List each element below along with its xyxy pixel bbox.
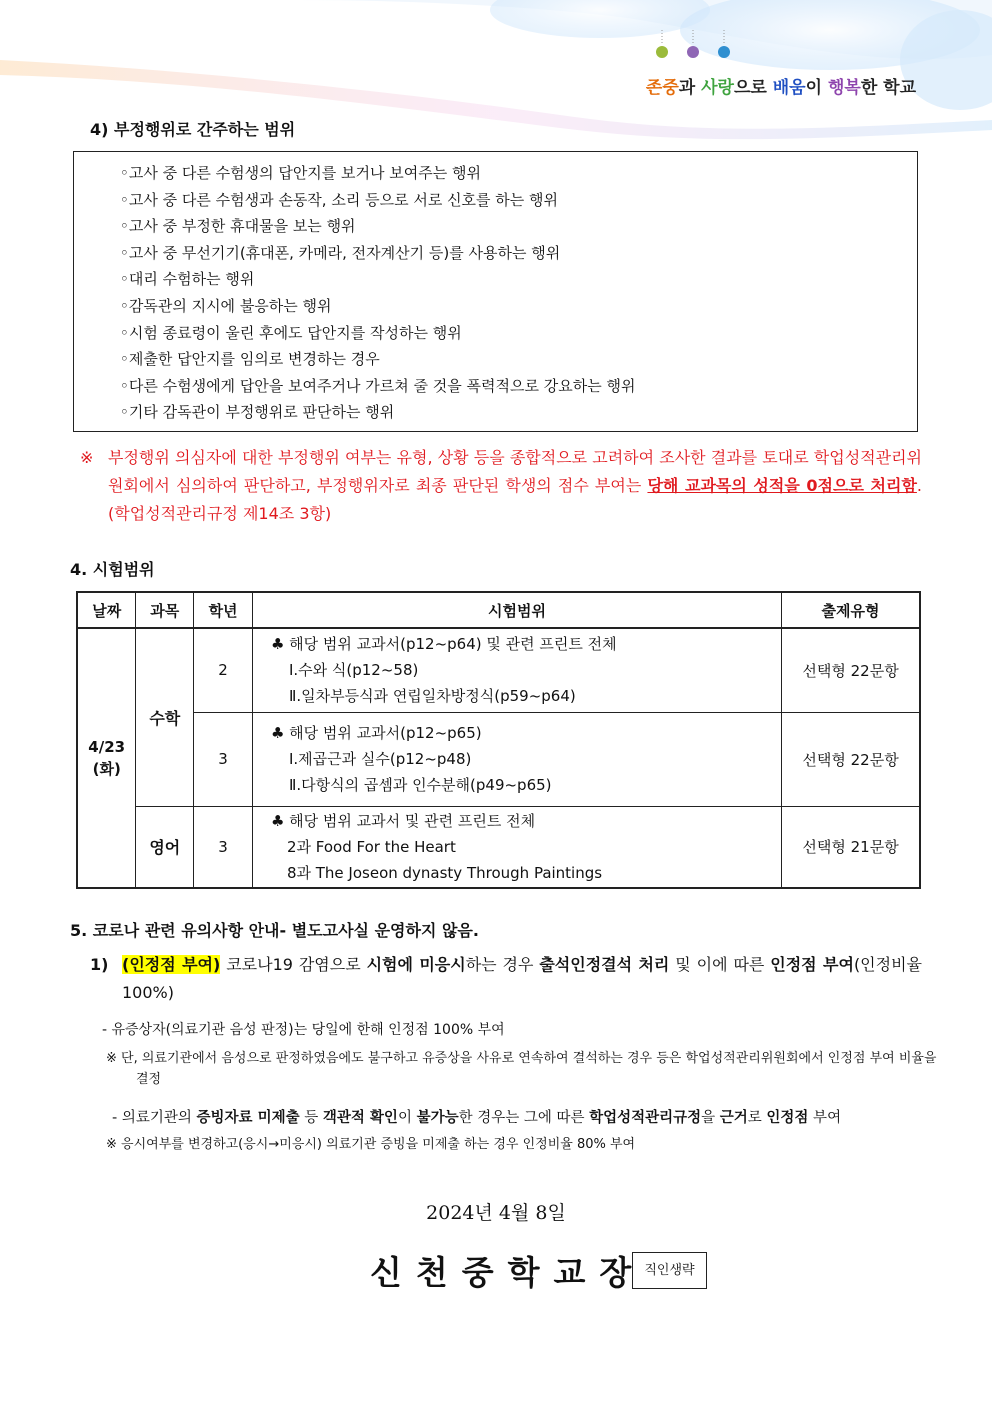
exam-range-title: 4. 시험범위	[70, 560, 155, 579]
misconduct-note	[80, 444, 922, 528]
type-cell: 선택형 22문항	[782, 628, 920, 712]
range-line: 2과 Food For the Heart	[286, 837, 456, 856]
misconduct-title: 4) 부정행위로 간주하는 범위	[90, 120, 296, 139]
range-cell	[252, 628, 781, 712]
list-item: ◦제출한 답안지를 임의로 변경하는 경우	[120, 350, 380, 369]
motto-part: 한 학교	[860, 78, 916, 98]
list-item: ◦고사 중 무선기기(휴대폰, 카메라, 전자계산기 등)를 사용하는 행위	[120, 243, 561, 262]
table-row	[77, 628, 920, 712]
item-bold: 학업성적관리규정	[589, 1110, 702, 1126]
highlight-label: (인정점 부여)	[122, 955, 221, 974]
motto-part: 으로	[733, 78, 773, 98]
motto-part: 사랑	[701, 78, 734, 98]
item-text: 로	[747, 1110, 767, 1126]
document-date: 2024년 4월 8일	[426, 1202, 566, 1224]
list-item: ◦다른 수험생에게 답안을 보여주거나 가르쳐 줄 것을 폭력적으로 강요하는 행위	[120, 376, 636, 395]
grade-cell: 3	[194, 712, 253, 806]
item-bold: 증빙자료 미제출	[196, 1110, 300, 1126]
grade-cell: 2	[194, 628, 253, 712]
type-cell: 선택형 22문항	[782, 712, 920, 806]
list-item: ◦감독관의 지시에 불응하는 행위	[120, 296, 332, 315]
note-tail: . (학업성적관리규정 제14조 3항)	[108, 476, 922, 523]
motto-part: 배움	[772, 78, 806, 98]
item-text: 이	[397, 1110, 417, 1126]
item-bold: 불가능	[416, 1110, 459, 1126]
corona-note-2: ※ 응시여부를 변경하고(응시→미응시) 의료기관 증빙을 미제출 하는 경우 인정비율 80% 부여	[106, 1137, 636, 1152]
header-grade: 학년	[194, 592, 253, 628]
item-text: 하는 경우	[465, 955, 540, 974]
header-type: 출제유형	[782, 592, 920, 628]
grade-cell: 3	[194, 806, 253, 888]
header-subject: 과목	[136, 592, 194, 628]
list-item: ◦기타 감독관이 부정행위로 판단하는 행위	[120, 403, 395, 422]
corona-title: 5. 코로나 관련 유의사항 안내- 별도고사실 운영하지 않음.	[70, 921, 479, 940]
list-item: ◦대리 수험하는 행위	[120, 270, 255, 289]
item-text: 부여	[808, 1110, 842, 1126]
range-line: ♣ 해당 범위 교과서(p12~p65)	[270, 724, 482, 742]
motto-part: 이	[805, 78, 828, 98]
item-text: 을	[701, 1110, 720, 1126]
note-text: 부정행위 의심자에 대한 부정행위 여부는 유형, 상황 등을 종합적으로 고려하여 조사한 결과를 토대로 학업성적관리위원회에서 심의하여 판단하고, 부정행위자로 최종 판단된 학생의 점수 부여는	[108, 448, 922, 495]
misconduct-list-box	[73, 151, 918, 432]
item-text: 코로나19 감염으로	[220, 955, 367, 974]
item-bold: 객관적 확인	[322, 1110, 398, 1126]
item-bold: 출석인정결석 처리	[539, 955, 670, 974]
misconduct-list	[74, 152, 917, 426]
range-cell	[252, 806, 781, 888]
corona-sub-2	[112, 1106, 841, 1127]
corona-sub-1: - 유증상자(의료기관 음성 판정)는 당일에 한해 인정점 100% 부여	[102, 1022, 505, 1038]
item-text: 한 경우는 그에 따른	[458, 1110, 590, 1126]
table-row	[77, 712, 920, 806]
item-bold: 인정점	[766, 1110, 809, 1126]
range-line: Ⅰ.제곱근과 실수(p12~p48)	[288, 750, 472, 768]
motto-part: 행복	[827, 78, 861, 98]
list-item: ◦시험 종료령이 울린 후에도 답안지를 작성하는 행위	[120, 323, 462, 342]
type-cell: 선택형 21문항	[782, 806, 920, 888]
note-mark: ※	[80, 448, 94, 467]
exam-range-table	[76, 591, 921, 889]
item-number: 1)	[90, 955, 109, 974]
motto-part: 존중	[645, 78, 679, 98]
header-date: 날짜	[77, 592, 136, 628]
school-motto	[646, 73, 916, 98]
item-bold: 근거	[719, 1110, 748, 1126]
range-line: Ⅱ.다항식의 곱셈과 인수분해(p49~p65)	[288, 776, 552, 794]
range-line: Ⅰ.수와 식(p12~58)	[288, 661, 419, 680]
range-cell	[252, 712, 781, 806]
subject-math: 수학	[136, 628, 194, 806]
item-bold: 시험에 미응시	[366, 955, 466, 974]
item-text: 등	[299, 1110, 323, 1126]
decorative-dots-icon	[650, 30, 740, 66]
item-bold: 인정점 부여	[770, 955, 854, 974]
range-line: Ⅱ.일차부등식과 연립일차방정식(p59~p64)	[288, 687, 576, 706]
table-header-row	[77, 592, 920, 628]
range-line: ♣ 해당 범위 교과서 및 관련 프린트 전체	[270, 811, 536, 830]
official-stamp: 직인생략	[632, 1252, 707, 1289]
table-row	[77, 806, 920, 888]
corona-note-1: ※ 단, 의료기관에서 음성으로 판정하였음에도 불구하고 유증상을 사유로 연속하여 결석하는 경우 등은 학업성적관리위원회에서 인정점 부여 비율을 결정	[106, 1051, 937, 1087]
corona-item-1	[90, 951, 922, 1007]
range-line: ♣ 해당 범위 교과서(p12~p64) 및 관련 프린트 전체	[270, 635, 617, 654]
motto-part: 과	[678, 78, 702, 98]
subject-english: 영어	[136, 806, 194, 888]
item-text: - 의료기관의	[112, 1110, 197, 1126]
item-text: 및 이에 따른	[669, 955, 771, 974]
list-item: ◦고사 중 부정한 휴대물을 보는 행위	[120, 217, 356, 236]
exam-date: 4/23 (화)	[77, 628, 136, 888]
item-text: (인정비율 100%)	[122, 955, 923, 1002]
list-item: ◦고사 중 다른 수험생의 답안지를 보거나 보여주는 행위	[120, 164, 482, 182]
principal-name: 신천중학교장	[370, 1253, 646, 1292]
list-item: ◦고사 중 다른 수험생과 손동작, 소리 등으로 서로 신호를 하는 행위	[120, 190, 559, 209]
range-line: 8과 The Joseon dynasty Through Paintings	[286, 863, 603, 882]
header-range: 시험범위	[252, 592, 781, 628]
note-emphasis: 당해 교과목의 성적을 0점으로 처리함	[647, 476, 917, 495]
